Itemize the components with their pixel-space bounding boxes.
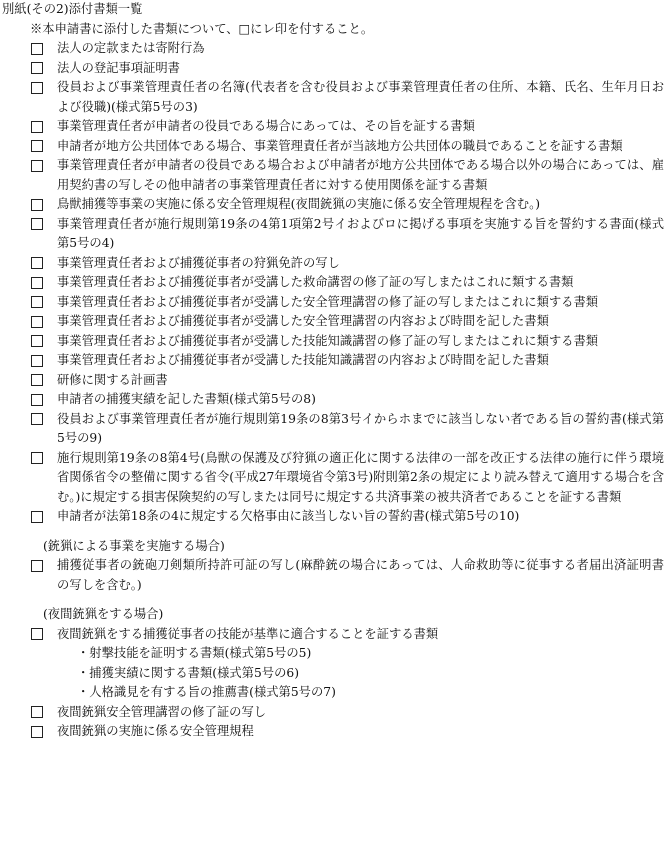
checklist-item-text: 申請者が地方公共団体である場合、事業管理責任者が当該地方公共団体の職員であることを証する書類 — [57, 138, 623, 153]
checklist-item-text: 事業管理責任者および捕獲従事者が受講した安全管理講習の内容および時間を記した書類 — [57, 314, 549, 328]
checkbox[interactable] — [31, 374, 43, 386]
checkbox[interactable] — [31, 43, 43, 55]
checklist-item — [30, 78, 664, 117]
checklist-item-text: 夜間銃猟をする捕獲従事者の技能が基準に適合することを証する書類 — [57, 626, 439, 641]
checklist-item-text: 夜間銃猟の実施に係る安全管理規程 — [57, 724, 254, 738]
checkbox[interactable] — [31, 140, 43, 152]
checkbox[interactable] — [31, 62, 43, 74]
checklist-item-text: 事業管理責任者が申請者の役員である場合にあっては、その旨を証する書類 — [57, 119, 475, 133]
checklist-item-text: 事業管理責任者が施行規則第19条の4第1項第2号イおよびロに掲げる事項を実施する旨を誓約する書面(様式第5号の4) — [57, 216, 664, 250]
section-heading-gun: (銃猟による事業を実施する場合) — [43, 538, 225, 553]
checklist-item-text: 事業管理責任者および捕獲従事者が受講した技能知識講習の修了証の写しまたはこれに類する書類 — [57, 333, 599, 348]
checklist-item-text: 役員および事業管理責任者の名簿(代表者を含む役員および事業管理責任者の住所、本籍、氏名、生年月日および役職)(様式第5号の3) — [57, 80, 664, 114]
checklist-item — [30, 625, 664, 645]
checklist-item — [30, 332, 664, 352]
checklist-item — [30, 371, 664, 391]
checkbox[interactable] — [31, 296, 43, 308]
checklist-item — [30, 449, 664, 508]
checklist-item — [30, 215, 664, 254]
checkbox[interactable] — [31, 257, 43, 269]
checklist-item-text: 捕獲従事者の銃砲刀剣類所持許可証の写し(麻酔銃の場合にあっては、人命救助等に従事する者届出済証明書の写しを含む。) — [57, 558, 664, 592]
checklist-item-text: 事業管理責任者および捕獲従事者が受講した救命講習の修了証の写しまたはこれに類する書類 — [57, 275, 574, 289]
checklist-item — [30, 351, 664, 371]
checklist-item — [30, 703, 664, 723]
sub-item: ・捕獲実績に関する書類(様式第5号の6) — [77, 665, 299, 680]
checklist-item — [30, 390, 664, 410]
checklist-item-text: 施行規則第19条の8第4号(鳥獣の保護及び狩猟の適正化に関する法律の一部を改正する法律の施行に伴う環境省関係省令の整備に関する省令(平成27年環境省令第3号)附則第2条の規定により読み替えて適用する場合を含む。)に規定する損害保険契約の写しまたは同号に規定する共済事業の被共済者であることを証する書類 — [57, 450, 664, 504]
checkbox[interactable] — [31, 82, 43, 94]
checkbox[interactable] — [31, 394, 43, 406]
checklist-item — [30, 195, 664, 215]
checkbox[interactable] — [31, 277, 43, 289]
checkbox[interactable] — [31, 335, 43, 347]
checkbox[interactable] — [31, 160, 43, 172]
checklist-item — [30, 156, 664, 195]
checklist-item-text: 事業管理責任者および捕獲従事者が受講した安全管理講習の修了証の写しまたはこれに類する書類 — [57, 294, 599, 309]
night-sub-list — [30, 644, 664, 703]
sub-item: ・射撃技能を証明する書類(様式第5号の5) — [77, 646, 312, 660]
checklist-item — [30, 254, 664, 274]
checklist-item-text: 法人の定款または寄附行為 — [57, 41, 205, 55]
checkbox[interactable] — [31, 726, 43, 738]
checklist-item-text: 鳥獣捕獲等事業の実施に係る安全管理規程(夜間銃猟の実施に係る安全管理規程を含む。) — [57, 197, 541, 211]
checklist-item — [30, 137, 664, 157]
checkbox[interactable] — [31, 452, 43, 464]
night-checklist-continued — [30, 703, 664, 742]
checklist-item-text: 法人の登記事項証明書 — [57, 60, 180, 75]
checklist-item-text: 事業管理責任者および捕獲従事者の狩猟免許の写し — [57, 255, 340, 270]
checklist-item-text: 申請者の捕獲実績を記した書類(様式第5号の8) — [57, 392, 316, 406]
checklist-item-text: 役員および事業管理責任者が施行規則第19条の8第3号イからホまでに該当しない者である旨の誓約書(様式第5号の9) — [57, 411, 664, 445]
main-checklist — [30, 39, 664, 527]
checkbox[interactable] — [31, 413, 43, 425]
section-heading-night: (夜間銃猟をする場合) — [43, 607, 164, 621]
checklist-item-text: 事業管理責任者および捕獲従事者が受講した技能知識講習の内容および時間を記した書類 — [57, 353, 549, 367]
checklist-item-text: 申請者が法第18条の4に規定する欠格事由に該当しない旨の誓約書(様式第5号の10) — [57, 509, 520, 523]
checklist-item — [30, 59, 664, 79]
checklist-item-text: 事業管理責任者が申請者の役員である場合および申請者が地方公共団体である場合以外の場合にあっては、雇用契約書の写しその他申請者の事業管理責任者に対する使用関係を証する書類 — [57, 158, 664, 192]
checklist-item — [30, 273, 664, 293]
checkbox[interactable] — [31, 218, 43, 230]
checklist-item-text: 研修に関する計画書 — [57, 372, 168, 387]
checklist-item — [30, 556, 664, 595]
checklist-item — [30, 507, 664, 527]
gun-checklist — [30, 556, 664, 595]
checkbox[interactable] — [31, 706, 43, 718]
checklist-item-text: 夜間銃猟安全管理講習の修了証の写し — [57, 704, 267, 719]
checklist-item — [30, 293, 664, 313]
checkbox[interactable] — [31, 511, 43, 523]
checkbox[interactable] — [31, 628, 43, 640]
checklist-item — [30, 117, 664, 137]
attachment-list — [30, 39, 664, 742]
night-checklist — [30, 625, 664, 645]
checkbox[interactable] — [31, 355, 43, 367]
sub-item: ・人格識見を有する旨の推薦書(様式第5号の7) — [77, 685, 336, 699]
checklist-item — [30, 410, 664, 449]
checkbox[interactable] — [31, 121, 43, 133]
checklist-item — [30, 312, 664, 332]
checkbox[interactable] — [31, 199, 43, 211]
checklist-item — [30, 722, 664, 742]
checkbox[interactable] — [31, 560, 43, 572]
checklist-item — [30, 39, 664, 59]
instruction-note: ※本申請書に添付した書類について、□にレ印を付すること。 — [30, 21, 374, 36]
checkbox[interactable] — [31, 316, 43, 328]
document-title: 別紙(その2)添付書類一覧 — [2, 2, 143, 16]
